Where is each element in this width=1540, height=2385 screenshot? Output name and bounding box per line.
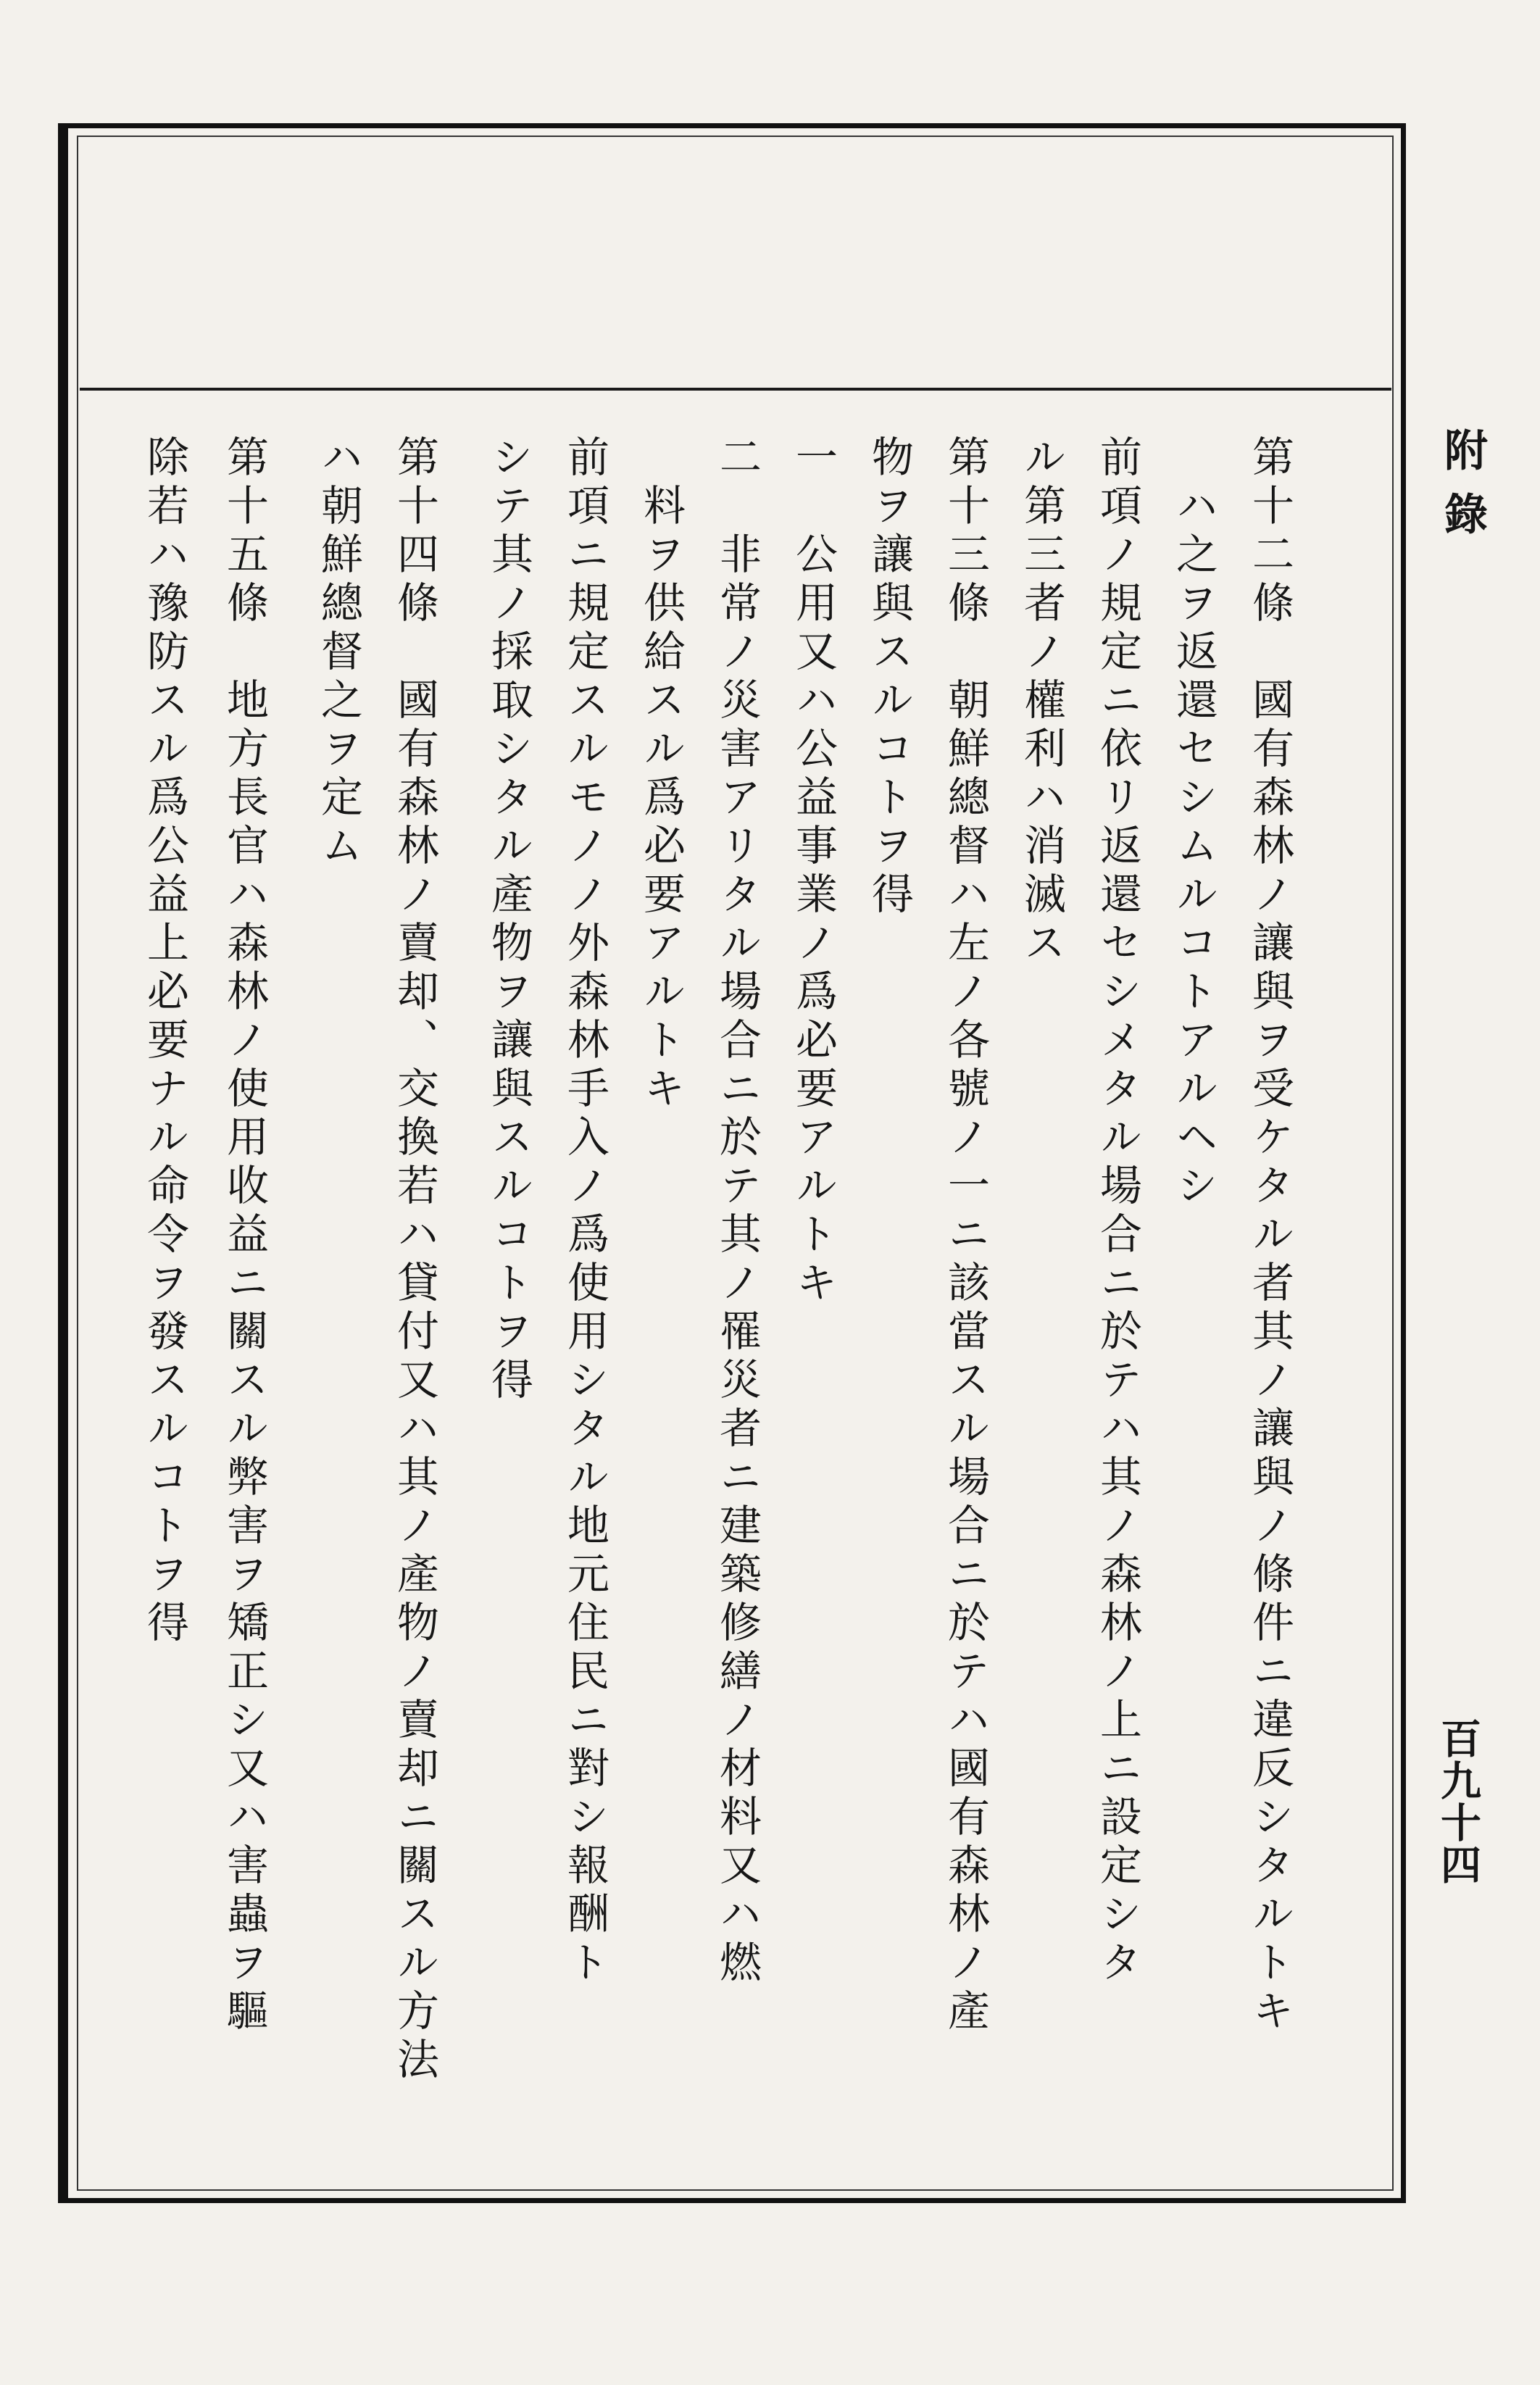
text-column-11: シテ其ノ採取シタル產物ヲ讓與スルコトヲ得 — [484, 435, 533, 1406]
text-column-4: ル第三者ノ權利ハ消滅ス — [1017, 435, 1066, 969]
text-column-5: 第十三條 朝鮮總督ハ左ノ各號ノ一ニ該當スル場合ニ於テハ國有森林ノ產 — [941, 435, 990, 2037]
text-column-6: 物ヲ讓與スルコトヲ得 — [865, 435, 914, 920]
text-column-10: 前項ニ規定スルモノノ外森林手入ノ爲使用シタル地元住民ニ對シ報酬ト — [560, 435, 609, 1989]
text-column-14: 第十五條 地方長官ハ森林ノ使用收益ニ關スル弊害ヲ矯正シ又ハ害蟲ヲ驅 — [220, 435, 269, 2037]
text-column-2: ハ之ヲ返還セシムルコトアルヘシ — [1169, 435, 1218, 1212]
text-column-1: 第十二條 國有森林ノ讓與ヲ受ケタル者其ノ讓與ノ條件ニ違反シタルトキ — [1245, 435, 1294, 2037]
text-column-7: 一 公用又ハ公益事業ノ爲必要アルトキ — [788, 435, 838, 1309]
section-title: 附錄 — [1437, 428, 1488, 555]
header-divider — [80, 388, 1391, 391]
text-column-8: 二 非常ノ災害アリタル場合ニ於テ其ノ罹災者ニ建築修繕ノ材料又ハ燃 — [712, 435, 762, 1989]
text-column-9: 料ヲ供給スル爲必要アルトキ — [636, 435, 686, 1115]
text-column-3: 前項ノ規定ニ依リ返還セシメタル場合ニ於テハ其ノ森林ノ上ニ設定シタ — [1093, 435, 1142, 1989]
text-column-12: 第十四條 國有森林ノ賣却、交換若ハ貸付又ハ其ノ產物ノ賣却ニ關スル方法 — [390, 435, 439, 2086]
page-number: 百九十四 — [1434, 1718, 1482, 1886]
text-column-15: 除若ハ豫防スル爲公益上必要ナル命令ヲ發スルコトヲ得 — [140, 435, 189, 1649]
text-column-13: ハ朝鮮總督之ヲ定ム — [314, 435, 363, 872]
